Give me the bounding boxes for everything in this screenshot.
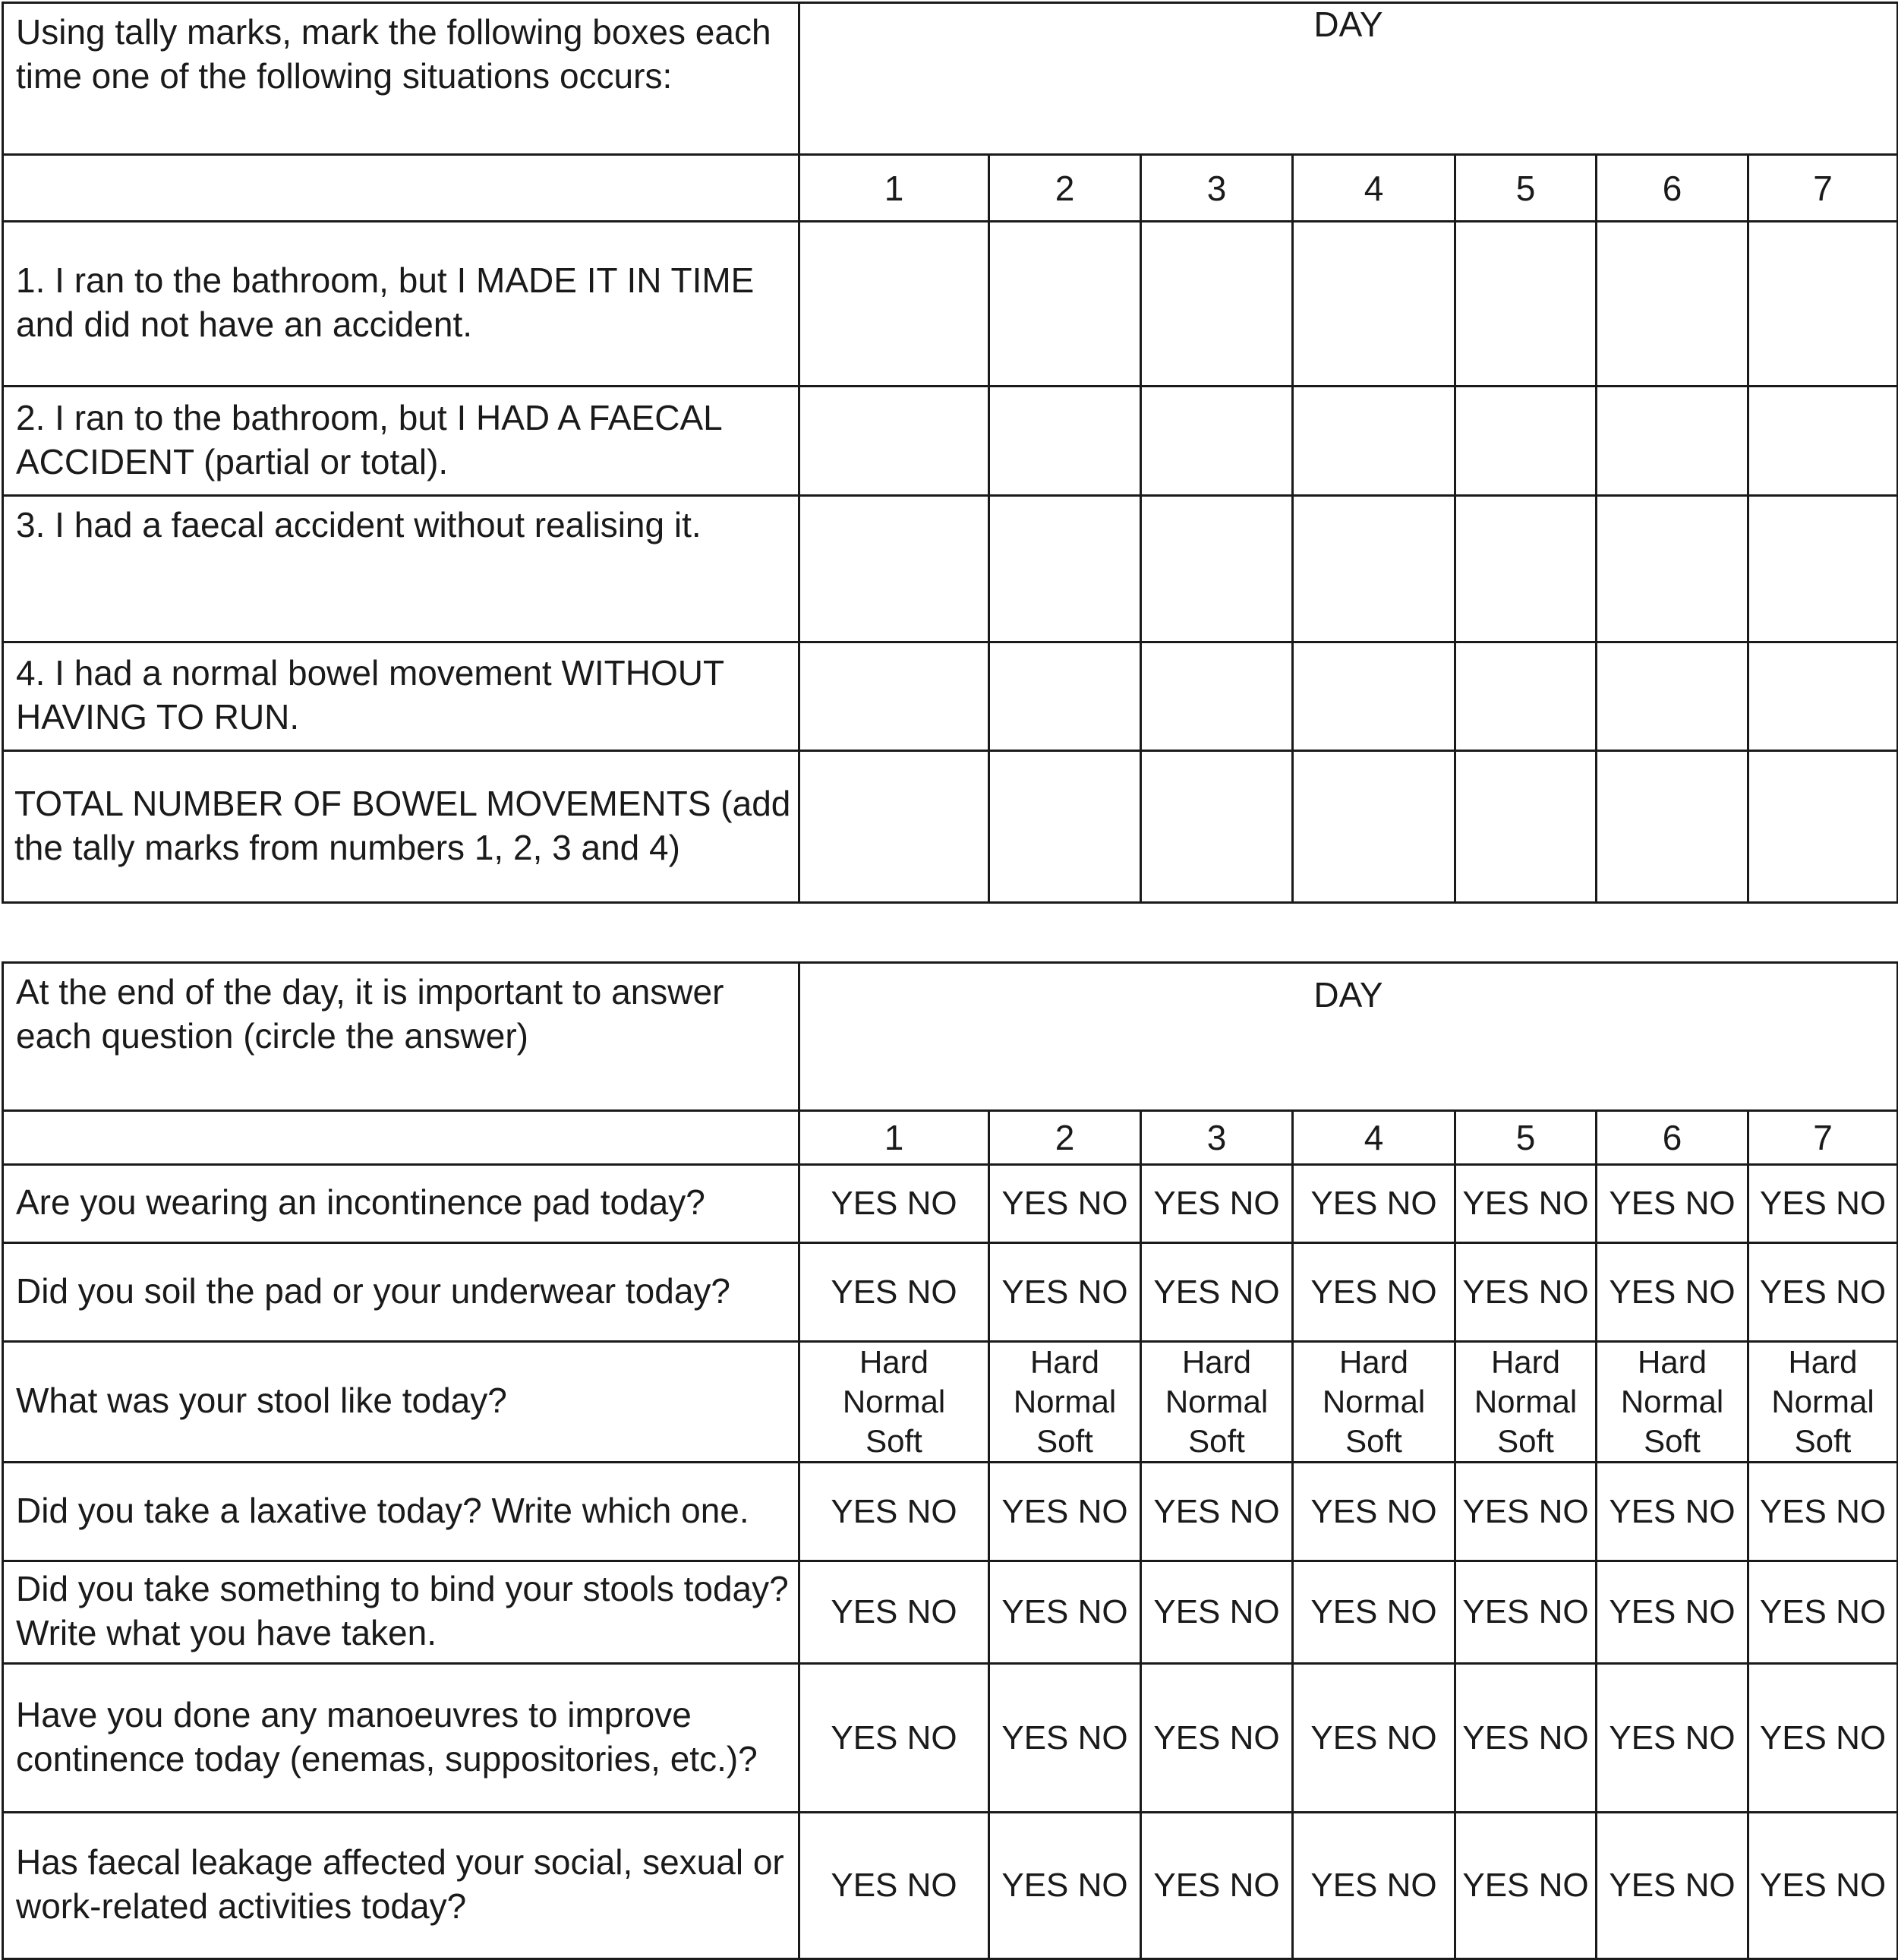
- total-row-label: TOTAL NUMBER OF BOWEL MOVEMENTS (add the tally marks from numbers 1, 2, 3 and 4): [3, 751, 799, 903]
- total-cell[interactable]: [1455, 751, 1597, 903]
- tally-cell[interactable]: [1748, 642, 1898, 751]
- stool-option-soft[interactable]: Soft: [1497, 1423, 1554, 1459]
- yes-no-choice[interactable]: YES NO: [799, 1463, 989, 1561]
- question-row: [3, 1561, 1898, 1664]
- total-cell[interactable]: [1141, 751, 1293, 903]
- yes-no-choice[interactable]: YES NO: [799, 1165, 989, 1243]
- question-label: Are you wearing an incontinence pad today?: [3, 1165, 799, 1243]
- tally-cell[interactable]: [989, 222, 1141, 387]
- blank-header-cell: [3, 1111, 799, 1165]
- yes-no-choice[interactable]: YES NO: [1141, 1561, 1293, 1664]
- tally-cell[interactable]: [1455, 496, 1597, 642]
- stool-option-hard[interactable]: Hard: [1181, 1344, 1252, 1380]
- yes-no-choice[interactable]: YES NO: [1293, 1243, 1455, 1342]
- yes-no-choice[interactable]: YES NO: [1293, 1813, 1455, 1959]
- day-header: DAY: [799, 3, 1898, 155]
- question-row: [3, 1243, 1898, 1342]
- total-cell[interactable]: [1293, 751, 1455, 903]
- total-cell[interactable]: [799, 751, 989, 903]
- question-label: What was your stool like today?: [3, 1342, 799, 1463]
- yes-no-choice[interactable]: YES NO: [1141, 1463, 1293, 1561]
- stool-option-hard[interactable]: Hard: [1637, 1344, 1707, 1380]
- stool-choice[interactable]: [1455, 1342, 1597, 1463]
- stool-option-hard[interactable]: Hard: [1788, 1344, 1858, 1380]
- yes-no-choice[interactable]: YES NO: [1597, 1813, 1748, 1959]
- yes-no-choice[interactable]: YES NO: [1455, 1561, 1597, 1664]
- day-number: 5: [1455, 1111, 1597, 1165]
- blank-header-cell: [3, 155, 799, 222]
- stool-choice[interactable]: [799, 1342, 989, 1463]
- stool-choice[interactable]: [989, 1342, 1141, 1463]
- yes-no-choice[interactable]: YES NO: [1293, 1165, 1455, 1243]
- stool-option-hard[interactable]: Hard: [1029, 1344, 1100, 1380]
- stool-option-soft[interactable]: Soft: [1794, 1423, 1852, 1459]
- yes-no-choice[interactable]: YES NO: [1293, 1561, 1455, 1664]
- day-number: 7: [1748, 155, 1898, 222]
- stool-option-normal[interactable]: Normal: [1620, 1384, 1724, 1419]
- yes-no-choice[interactable]: YES NO: [1748, 1664, 1898, 1813]
- total-cell[interactable]: [1748, 751, 1898, 903]
- yes-no-choice[interactable]: YES NO: [1748, 1463, 1898, 1561]
- tally-cell[interactable]: [1748, 222, 1898, 387]
- day-number: 4: [1293, 1111, 1455, 1165]
- tally-cell[interactable]: [989, 642, 1141, 751]
- stool-option-hard[interactable]: Hard: [1338, 1344, 1409, 1380]
- yes-no-choice[interactable]: YES NO: [989, 1664, 1141, 1813]
- yes-no-choice[interactable]: YES NO: [1748, 1243, 1898, 1342]
- stool-option-normal[interactable]: Normal: [1474, 1384, 1578, 1419]
- yes-no-choice[interactable]: YES NO: [799, 1813, 989, 1959]
- tally-cell[interactable]: [1597, 642, 1748, 751]
- tally-cell[interactable]: [1141, 496, 1293, 642]
- tally-cell[interactable]: [1455, 222, 1597, 387]
- yes-no-choice[interactable]: YES NO: [1293, 1664, 1455, 1813]
- tally-instruction: Using tally marks, mark the following boxes each time one of the following situations occurs:: [3, 3, 799, 155]
- tally-cell[interactable]: [1597, 387, 1748, 496]
- tally-cell[interactable]: [799, 387, 989, 496]
- yes-no-choice[interactable]: YES NO: [1597, 1165, 1748, 1243]
- day-number: 2: [989, 1111, 1141, 1165]
- stool-option-soft[interactable]: Soft: [1345, 1423, 1402, 1459]
- yes-no-choice[interactable]: YES NO: [1141, 1165, 1293, 1243]
- yes-no-choice[interactable]: YES NO: [989, 1463, 1141, 1561]
- tally-row: [3, 642, 1898, 751]
- stool-option-soft[interactable]: Soft: [865, 1423, 922, 1459]
- tally-cell[interactable]: [1597, 496, 1748, 642]
- yes-no-choice[interactable]: YES NO: [1748, 1561, 1898, 1664]
- yes-no-choice[interactable]: YES NO: [1141, 1813, 1293, 1959]
- yes-no-choice[interactable]: YES NO: [1455, 1243, 1597, 1342]
- yes-no-choice[interactable]: YES NO: [1597, 1243, 1748, 1342]
- yes-no-choice[interactable]: YES NO: [1293, 1463, 1455, 1561]
- question-label: Have you done any manoeuvres to improve continence today (enemas, suppositories, etc.)?: [3, 1664, 799, 1813]
- question-label: Did you soil the pad or your underwear today?: [3, 1243, 799, 1342]
- yes-no-choice[interactable]: YES NO: [989, 1165, 1141, 1243]
- day-number: 6: [1597, 1111, 1748, 1165]
- tally-cell[interactable]: [989, 387, 1141, 496]
- questions-instruction: At the end of the day, it is important to answer each question (circle the answer): [3, 963, 799, 1111]
- stool-option-normal[interactable]: Normal: [1322, 1384, 1426, 1419]
- day-number: 5: [1455, 155, 1597, 222]
- tally-row-label: 1. I ran to the bathroom, but I MADE IT IN TIME and did not have an accident.: [3, 222, 799, 387]
- total-cell[interactable]: [989, 751, 1141, 903]
- tally-cell[interactable]: [1455, 642, 1597, 751]
- stool-choice[interactable]: [1597, 1342, 1748, 1463]
- tally-row: [3, 496, 1898, 642]
- tally-cell[interactable]: [1141, 222, 1293, 387]
- yes-no-choice[interactable]: YES NO: [1141, 1664, 1293, 1813]
- tally-row-label: 2. I ran to the bathroom, but I HAD A FAECAL ACCIDENT (partial or total).: [3, 387, 799, 496]
- tally-cell[interactable]: [1293, 642, 1455, 751]
- yes-no-choice[interactable]: YES NO: [1748, 1165, 1898, 1243]
- tally-row-label: 3. I had a faecal accident without realising it.: [3, 496, 799, 642]
- tally-cell[interactable]: [1293, 222, 1455, 387]
- yes-no-choice[interactable]: YES NO: [1455, 1813, 1597, 1959]
- day-number: 4: [1293, 155, 1455, 222]
- question-row: [3, 1165, 1898, 1243]
- day-number: 1: [799, 155, 989, 222]
- tally-cell[interactable]: [1455, 387, 1597, 496]
- tally-row: [3, 222, 1898, 387]
- stool-option-normal[interactable]: Normal: [842, 1384, 946, 1419]
- yes-no-choice[interactable]: YES NO: [1597, 1664, 1748, 1813]
- tally-cell[interactable]: [1141, 387, 1293, 496]
- tally-cell[interactable]: [1597, 222, 1748, 387]
- day-number: 7: [1748, 1111, 1898, 1165]
- tally-table: [2, 2, 1898, 904]
- tally-cell[interactable]: [989, 496, 1141, 642]
- yes-no-choice[interactable]: YES NO: [1597, 1561, 1748, 1664]
- total-row: [3, 751, 1898, 903]
- tally-row: [3, 387, 1898, 496]
- question-row: [3, 1664, 1898, 1813]
- yes-no-choice[interactable]: YES NO: [1597, 1463, 1748, 1561]
- stool-option-soft[interactable]: Soft: [1036, 1423, 1093, 1459]
- stool-choice[interactable]: [1748, 1342, 1898, 1463]
- tally-cell[interactable]: [1141, 642, 1293, 751]
- stool-option-hard[interactable]: Hard: [1490, 1344, 1561, 1380]
- day-header: DAY: [799, 963, 1898, 1111]
- stool-option-soft[interactable]: Soft: [1188, 1423, 1245, 1459]
- tally-cell[interactable]: [799, 642, 989, 751]
- stool-option-soft[interactable]: Soft: [1644, 1423, 1701, 1459]
- question-row: [3, 1463, 1898, 1561]
- day-number: 3: [1141, 1111, 1293, 1165]
- tally-cell[interactable]: [1293, 496, 1455, 642]
- tally-cell[interactable]: [1748, 387, 1898, 496]
- question-label: Did you take something to bind your stools today? Write what you have taken.: [3, 1561, 799, 1664]
- yes-no-choice[interactable]: YES NO: [1455, 1165, 1597, 1243]
- tally-cell[interactable]: [1293, 387, 1455, 496]
- stool-option-normal[interactable]: Normal: [1013, 1384, 1117, 1419]
- stool-option-hard[interactable]: Hard: [859, 1344, 929, 1380]
- yes-no-choice[interactable]: YES NO: [799, 1561, 989, 1664]
- total-cell[interactable]: [1597, 751, 1748, 903]
- tally-row-label: 4. I had a normal bowel movement WITHOUT HAVING TO RUN.: [3, 642, 799, 751]
- day-number: 6: [1597, 155, 1748, 222]
- stool-choice[interactable]: [1141, 1342, 1293, 1463]
- tally-cell[interactable]: [799, 222, 989, 387]
- question-label: Did you take a laxative today? Write which one.: [3, 1463, 799, 1561]
- yes-no-choice[interactable]: YES NO: [1748, 1813, 1898, 1959]
- stool-option-normal[interactable]: Normal: [1771, 1384, 1874, 1419]
- day-number: 3: [1141, 155, 1293, 222]
- tally-cell[interactable]: [1748, 496, 1898, 642]
- yes-no-choice[interactable]: YES NO: [799, 1664, 989, 1813]
- yes-no-choice[interactable]: YES NO: [799, 1243, 989, 1342]
- yes-no-choice[interactable]: YES NO: [989, 1561, 1141, 1664]
- yes-no-choice[interactable]: YES NO: [1455, 1664, 1597, 1813]
- tally-cell[interactable]: [799, 496, 989, 642]
- yes-no-choice[interactable]: YES NO: [1455, 1463, 1597, 1561]
- day-number: 1: [799, 1111, 989, 1165]
- question-row: [3, 1813, 1898, 1959]
- question-label: Has faecal leakage affected your social, sexual or work-related activities today?: [3, 1813, 799, 1959]
- yes-no-choice[interactable]: YES NO: [989, 1813, 1141, 1959]
- yes-no-choice[interactable]: YES NO: [1141, 1243, 1293, 1342]
- day-number: 2: [989, 155, 1141, 222]
- questions-table: [2, 961, 1898, 1960]
- stool-choice[interactable]: [1293, 1342, 1455, 1463]
- yes-no-choice[interactable]: YES NO: [989, 1243, 1141, 1342]
- question-row: [3, 1342, 1898, 1463]
- stool-option-normal[interactable]: Normal: [1165, 1384, 1269, 1419]
